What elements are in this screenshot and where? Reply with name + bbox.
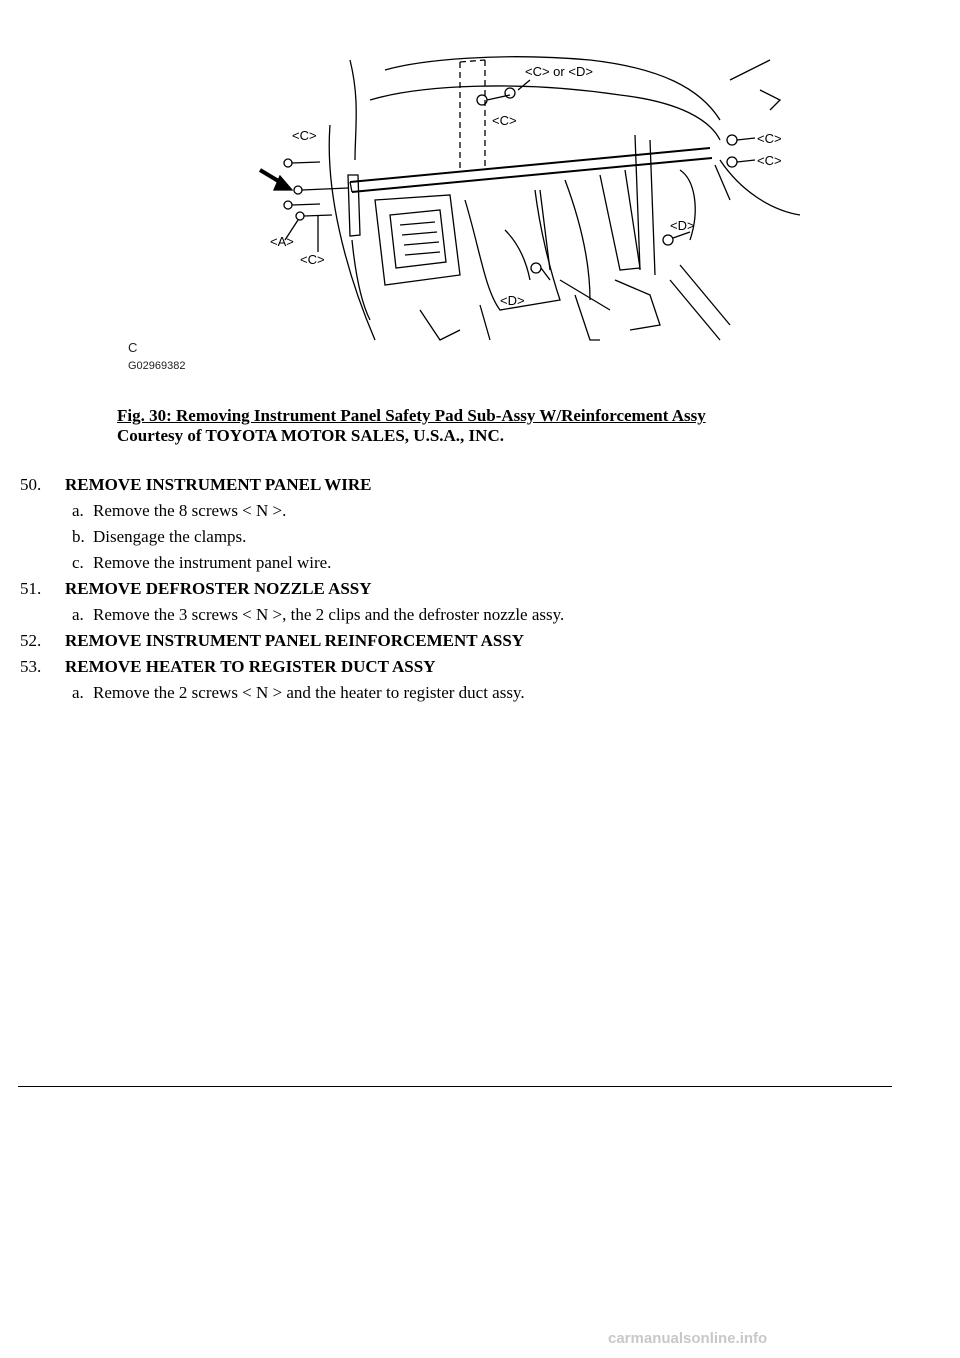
- substep: [20, 550, 920, 576]
- substep-text: Remove the instrument panel wire.: [93, 553, 332, 572]
- step-heading: REMOVE DEFROSTER NOZZLE ASSY: [65, 579, 372, 598]
- caption-title: Fig. 30: Removing Instrument Panel Safety Pad Sub-Assy W/Reinforcement Assy: [117, 406, 706, 425]
- label-c-top-mid: <C>: [492, 113, 517, 128]
- substep-letter: a.: [72, 683, 84, 702]
- step-number: 52.: [20, 631, 42, 650]
- step-number: 51.: [20, 579, 42, 598]
- label-d-right: <D>: [670, 218, 695, 233]
- figure-caption: [117, 406, 706, 446]
- substep: [20, 602, 920, 628]
- label-c-or-d: <C> or <D>: [525, 64, 593, 79]
- substep-letter: c.: [72, 553, 84, 572]
- step-heading: REMOVE HEATER TO REGISTER DUCT ASSY: [65, 657, 436, 676]
- substep-letter: b.: [72, 527, 85, 546]
- figure-image-id: G02969382: [128, 360, 186, 372]
- substep-text: Remove the 3 screws < N >, the 2 clips and the defroster nozzle assy.: [93, 605, 565, 624]
- substep-text: Remove the 8 screws < N >.: [93, 501, 287, 520]
- step-50: [20, 472, 920, 498]
- procedure-steps: [20, 472, 920, 706]
- step-heading: REMOVE INSTRUMENT PANEL WIRE: [65, 475, 372, 494]
- step-heading: REMOVE INSTRUMENT PANEL REINFORCEMENT ASSY: [65, 631, 525, 650]
- figure-corner-mark: C: [128, 340, 138, 355]
- step-53: [20, 654, 920, 680]
- substep-letter: a.: [72, 501, 84, 520]
- substep-letter: a.: [72, 605, 84, 624]
- caption-courtesy: Courtesy of TOYOTA MOTOR SALES, U.S.A., INC.: [117, 426, 504, 445]
- label-a-left: <A>: [270, 234, 294, 249]
- step-52: [20, 628, 920, 654]
- substep: [20, 498, 920, 524]
- page-divider: [18, 1086, 892, 1087]
- substep-text: Remove the 2 screws < N > and the heater to register duct assy.: [93, 683, 525, 702]
- watermark: carmanualsonline.info: [608, 1330, 768, 1347]
- figure-illustration: [120, 40, 800, 380]
- instrument-panel-diagram: [120, 40, 800, 380]
- label-c-top-left: <C>: [292, 128, 317, 143]
- substep-text: Disengage the clamps.: [93, 527, 247, 546]
- label-c-right-1: <C>: [757, 131, 782, 146]
- substep: [20, 680, 920, 706]
- label-c-bottom-left: <C>: [300, 252, 325, 267]
- step-51: [20, 576, 920, 602]
- step-number: 53.: [20, 657, 42, 676]
- label-d-bottom: <D>: [500, 293, 525, 308]
- label-c-right-2: <C>: [757, 153, 782, 168]
- substep: [20, 524, 920, 550]
- step-number: 50.: [20, 475, 42, 494]
